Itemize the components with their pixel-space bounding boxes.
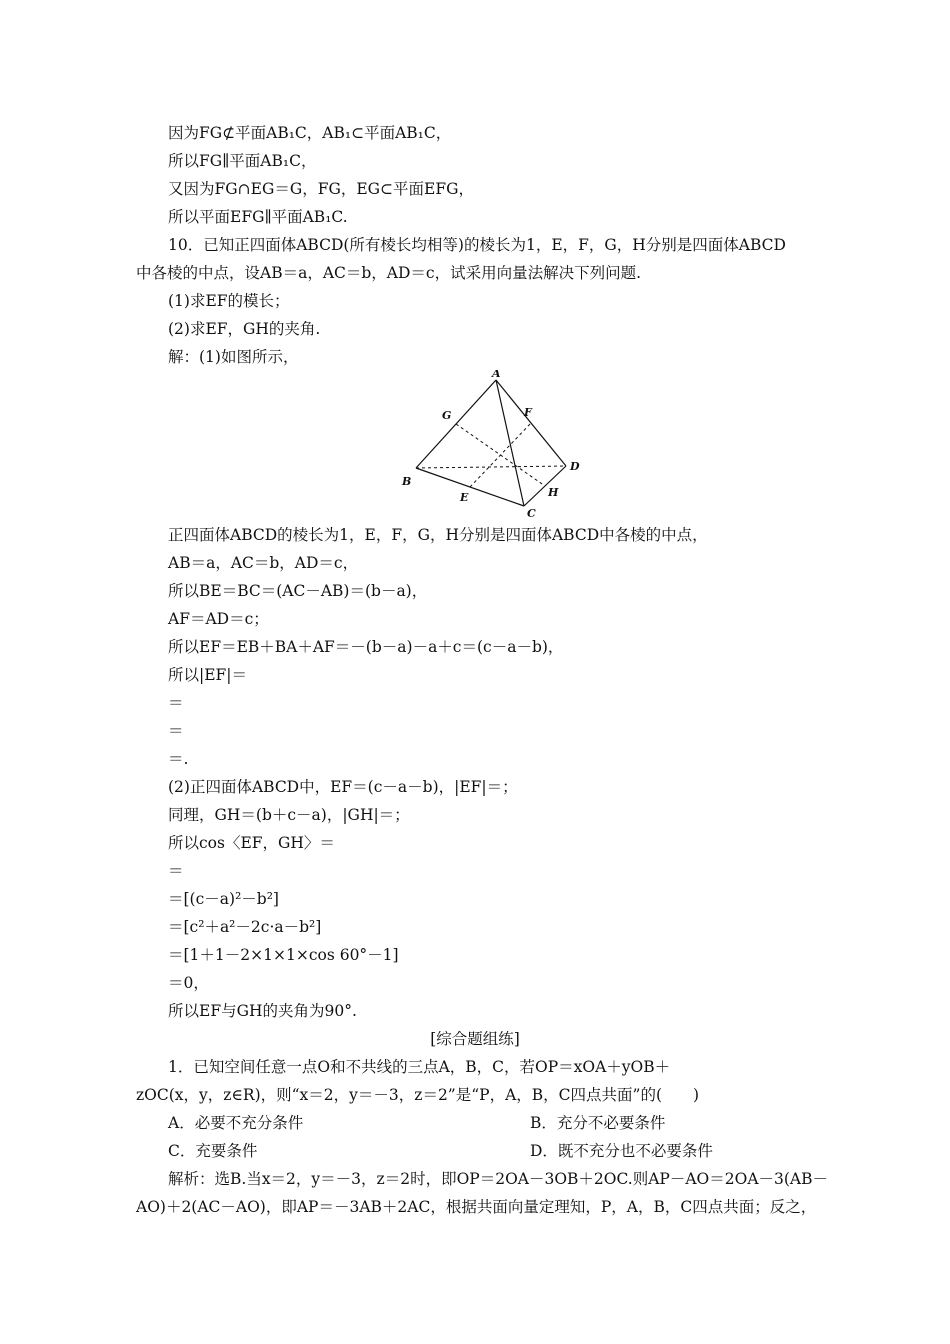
text-line: ＝[1＋1－2×1×1×cos 60°－1] <box>168 946 399 964</box>
vertex-label-a: A <box>492 370 501 380</box>
segment-ef <box>470 423 531 487</box>
text-line: AF＝AD＝c； <box>168 610 269 628</box>
midpoint-label-e: E <box>460 491 469 504</box>
analysis-line: AO)＋2(AC－AO)，即AP＝－3AB＋2AC，根据共面向量定理知，P，A，B，C四点共面；反之， <box>136 1198 817 1216</box>
text-line: 所以cos〈EF，GH〉＝ <box>168 834 335 852</box>
text-line: ＝ <box>168 862 184 880</box>
midpoint-label-h: H <box>548 486 559 499</box>
text-line: (2)正四面体ABCD中，EF＝(c－a－b)，|EF|＝； <box>168 778 518 796</box>
vertex-label-b: B <box>402 475 412 488</box>
option-b: B．充分不必要条件 <box>530 1114 666 1132</box>
question-10-part2: (2)求EF，GH的夹角. <box>168 320 321 338</box>
text-line: 正四面体ABCD的棱长为1，E，F，G，H分别是四面体ABCD中各棱的中点， <box>168 526 708 544</box>
question-10-part1: (1)求EF的模长； <box>168 292 290 310</box>
text-line: 又因为FG∩EG＝G，FG，EG⊂平面EFG， <box>168 180 474 198</box>
text-line: ＝ <box>168 722 184 740</box>
option-d: D．既不充分也不必要条件 <box>530 1142 713 1160</box>
text-line: 同理，GH＝(b＋c－a)，|GH|＝； <box>168 806 410 824</box>
text-line: ＝[c²＋a²－2c·a－b²] <box>168 918 322 936</box>
question-1-line: zOC(x，y，z∈R)，则“x＝2，y＝－3，z＝2”是“P，A，B，C四点共面”的( ) <box>136 1086 700 1104</box>
edge-ac <box>496 380 524 506</box>
text-line: 所以BE＝BC＝(AC－AB)＝(b－a)， <box>168 582 428 600</box>
text-line: ＝0， <box>168 974 209 992</box>
question-10-line: 10．已知正四面体ABCD(所有棱长均相等)的棱长为1，E，F，G，H分别是四面体ABCD <box>168 236 786 254</box>
solution-start: 解：(1)如图所示， <box>168 348 299 366</box>
text-line: ＝. <box>168 750 189 768</box>
text-line: 所以|EF|＝ <box>168 666 248 684</box>
section-heading: [综合题组练] <box>430 1030 520 1048</box>
text-line: 因为FG⊄平面AB₁C，AB₁⊂平面AB₁C， <box>168 124 452 142</box>
text-line: 所以平面EFG∥平面AB₁C. <box>168 208 348 226</box>
text-line: AB＝a，AC＝b，AD＝c， <box>168 554 359 572</box>
tetrahedron-figure <box>400 370 600 520</box>
vertex-label-c: C <box>527 507 536 520</box>
question-10-line: 中各棱的中点，设AB＝a，AC＝b，AD＝c，试采用向量法解决下列问题. <box>136 264 642 282</box>
text-line: ＝[(c－a)²－b²] <box>168 890 279 908</box>
option-a: A．必要不充分条件 <box>168 1114 304 1132</box>
vertex-label-d: D <box>570 460 580 473</box>
option-c: C．充要条件 <box>168 1142 258 1160</box>
text-line: 所以EF与GH的夹角为90°. <box>168 1002 357 1020</box>
edge-bd-hidden <box>416 466 566 468</box>
text-line: ＝ <box>168 694 184 712</box>
text-line: 所以FG∥平面AB₁C， <box>168 152 317 170</box>
midpoint-label-g: G <box>442 409 452 422</box>
text-line: 所以EF＝EB＋BA＋AF＝－(b－a)－a＋c＝(c－a－b)， <box>168 638 564 656</box>
midpoint-label-f: F <box>524 406 532 419</box>
analysis-line: 解析：选B.当x＝2，y＝－3，z＝2时，即OP＝2OA－3OB＋2OC.则AP－AO＝2OA－3(AB－ <box>168 1170 829 1188</box>
question-1-line: 1．已知空间任意一点O和不共线的三点A，B，C，若OP＝xOA＋yOB＋ <box>168 1058 671 1076</box>
